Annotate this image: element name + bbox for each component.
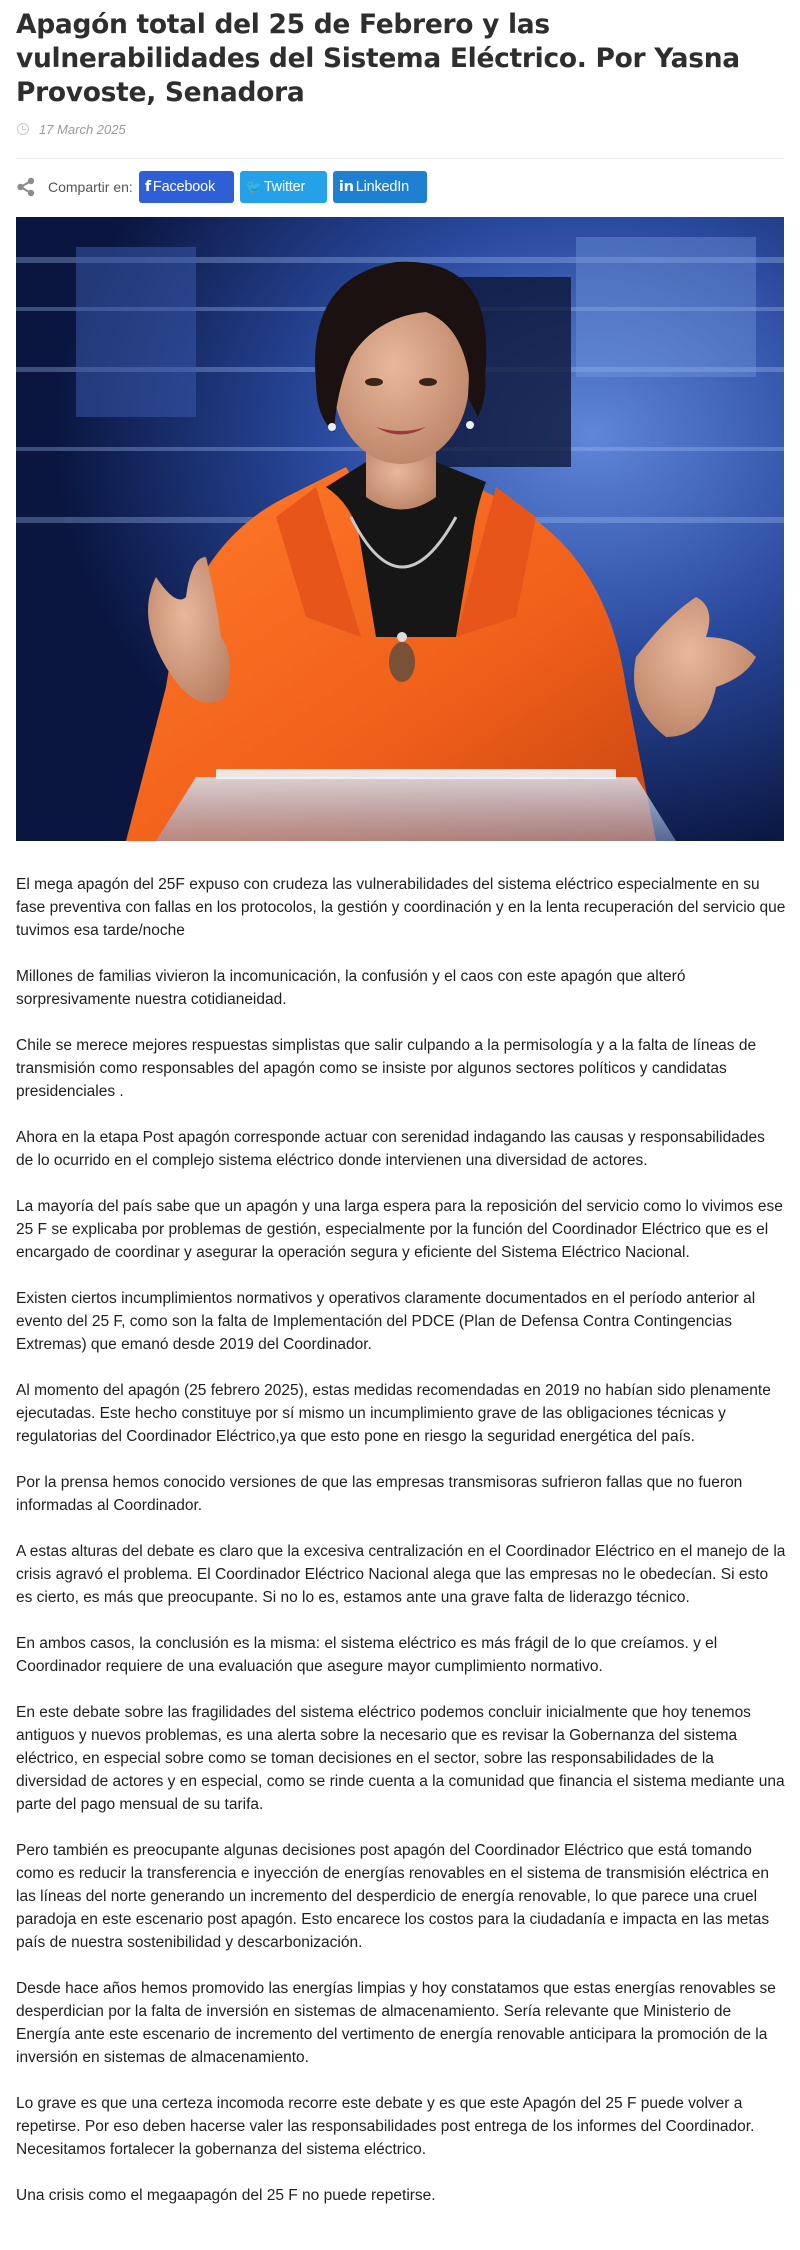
article-paragraph: Desde hace años hemos promovido las energías limpias y hoy constatamos que estas energías renovables se desperdician por la falta de inversión en sistemas de almacenamiento. Sería relevante que Ministerio de Energía ante este escenario de incremento del vertimento de energía renovable anticipara la promoción de la inversión en sistemas de almacenamiento. [16, 1980, 776, 2066]
article-paragraph: Existen ciertos incumplimientos normativos y operativos claramente documentados en el período anterior al evento del 25 F, como son la falta de Implementación del PDCE (Plan de Defensa Contra Contingencias Extremas) que emanó desde 2019 del Coordinador. [16, 1290, 756, 1353]
article-paragraph: En este debate sobre las fragilidades del sistema eléctrico podemos concluir inicialmente que hoy tenemos antiguos y nuevos problemas, es una alerta sobre la necesario que es revisar la Gobernanza del sistema eléctrico, en especial sobre como se toman decisiones en el sector, sobre las responsabilidades de la diversidad de actores y en especial, como se rinde cuenta a la comunidad que financia el sistema mediante una parte del pago mensual de su tarifa. [16, 1704, 785, 1813]
linkedin-share-button[interactable] [333, 171, 427, 203]
article-paragraph: Lo grave es que una certeza incomoda recorre este debate y es que este Apagón del 25 F puede volver a repetirse. Por eso deben hacerse valer las responsabilidades post entrega de los informes del Coordinador. Necesitamos fortalecer la gobernanza del sistema eléctrico. [16, 2095, 755, 2158]
article-photo [16, 217, 784, 841]
share-icon [16, 177, 36, 197]
article-paragraph: Por la prensa hemos conocido versiones de que las empresas transmisoras sufrieron fallas que no fueron informadas al Coordinador. [16, 1474, 743, 1514]
article-paragraph: Chile se merece mejores respuestas simplistas que salir culpando a la permisología y a la falta de líneas de transmisión como responsables del apagón como se insiste por algunos sectores políticos y candidatas presidenciales . [16, 1037, 757, 1100]
twitter-share-button[interactable] [240, 171, 327, 203]
article-paragraph: En ambos casos, la conclusión es la misma: el sistema eléctrico es más frágil de lo que creíamos. y el Coordinador requiere de una evaluación que asegure mayor cumplimiento normativo. [16, 1635, 718, 1675]
article-meta [16, 120, 784, 138]
twitter-bird-icon: 🐦 [245, 179, 262, 195]
article-paragraph: Al momento del apagón (25 febrero 2025), estas medidas recomendadas en 2019 no habían sido plenamente ejecutadas. Este hecho constituye por sí mismo un incumplimiento grave de las obligaciones técnicas y regulatorias del Coordinador Eléctrico,ya que esto pone en riesgo la seguridad energética del país. [16, 1382, 771, 1445]
facebook-share-button[interactable] [139, 171, 234, 203]
speaker-illustration [16, 217, 784, 841]
article-paragraph: Ahora en la etapa Post apagón corresponde actuar con serenidad indagando las causas y responsabilidades de lo ocurrido en el complejo sistema eléctrico donde intervienen una diversidad de actores. [16, 1129, 765, 1169]
divider [16, 158, 784, 159]
twitter-label: Twitter [263, 179, 306, 195]
linkedin-icon: in [338, 179, 354, 195]
article-title: Apagón total del 25 de Febrero y las vulnerabilidades del Sistema Eléctrico. Por Yasna Provoste, Senadora [16, 9, 740, 108]
article-page [0, 8, 800, 2250]
share-bar [16, 171, 784, 203]
publish-date: 17 March 2025 [39, 121, 126, 137]
article-paragraph: La mayoría del país sabe que un apagón y una larga espera para la reposición del servicio como lo vivimos ese 25 F se explicaba por problemas de gestión, especialmente por la función del Coordinador Eléctrico que es el encargado de coordinar y asegurar la operación segura y eficiente del Sistema Eléctrico Nacional. [16, 1198, 783, 1261]
clock-icon [17, 123, 29, 135]
article-body [16, 873, 786, 2207]
linkedin-label: LinkedIn [355, 179, 409, 195]
facebook-label: Facebook [152, 179, 216, 195]
facebook-icon: f [144, 179, 151, 195]
share-label: Compartir en: [48, 179, 133, 195]
article-paragraph: Una crisis como el megaapagón del 25 F no puede repetirse. [16, 2187, 436, 2204]
article-paragraph: Pero también es preocupante algunas decisiones post apagón del Coordinador Eléctrico que está tomando como es reducir la transferencia e inyección de energías renovables en el sistema de transmisión eléctrica en las líneas del norte generando un incremento del desperdicio de energía renovable, lo que parece una cruel paradoja en este escenario post apagón. Esto encarece los costos para la ciudadanía e impacta en las metas país de nuestra sostenibilidad y descarbonización. [16, 1842, 770, 1951]
article-paragraph: El mega apagón del 25F expuso con crudeza las vulnerabilidades del sistema eléctrico especialmente en su fase preventiva con fallas en los protocolos, la gestión y coordinación y en la lenta recuperación del servicio que tuvimos esa tarde/noche [16, 876, 786, 939]
article-paragraph: Millones de familias vivieron la incomunicación, la confusión y el caos con este apagón que alteró sorpresivamente nuestra cotidianeidad. [16, 968, 686, 1008]
article-paragraph: A estas alturas del debate es claro que la excesiva centralización en el Coordinador Eléctrico en el manejo de la crisis agravó el problema. El Coordinador Eléctrico Nacional alega que las empresas no le obedecían. Si esto es cierto, es más que preocupante. Si no lo es, estamos ante una grave falta de liderazgo técnico. [16, 1543, 786, 1606]
